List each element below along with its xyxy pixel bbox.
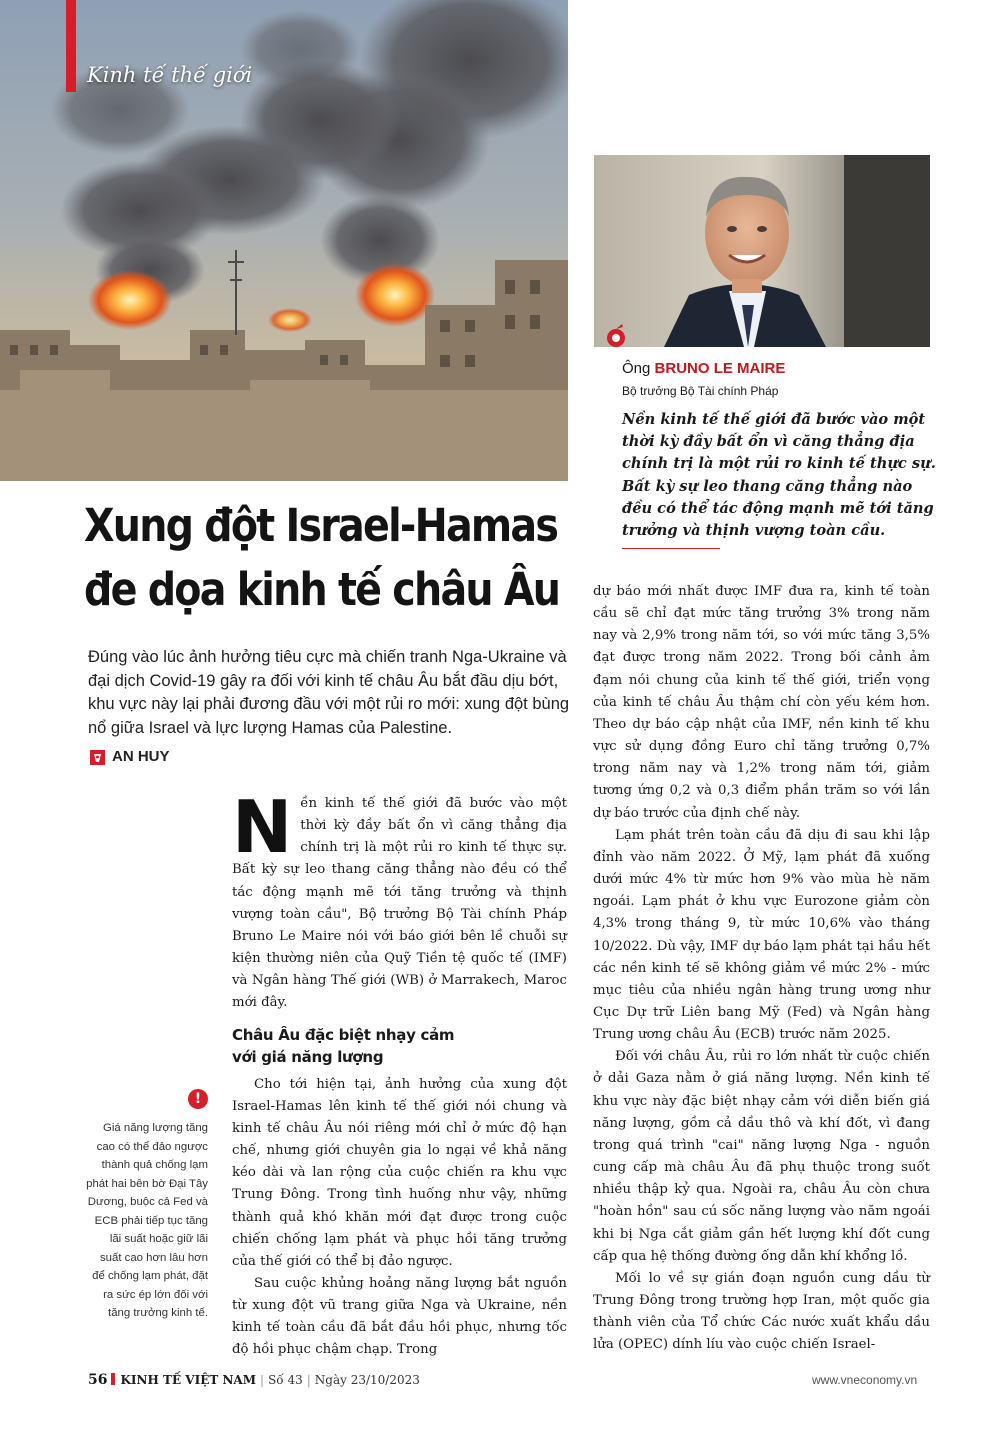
pull-quote: Nền kinh tế thế giới đã bước vào một thời kỳ đầy bất ổn vì căng thẳng địa chính trị là một rủi ro kinh tế thực sự. Bất kỳ sự leo thang căng thẳng nào đều có thể tác động mạnh mẽ tới tăng trưởng và thịnh vượng toàn cầu. (622, 411, 936, 540)
section-marker (66, 0, 76, 92)
website-url: www.vneconomy.vn (812, 1373, 918, 1387)
page-number: 56 (88, 1372, 108, 1388)
body-paragraph-5: Lạm phát trên toàn cầu đã dịu đi sau khi lập đỉnh vào năm 2022. Ở Mỹ, lạm phát đã xuống dưới mức 4% từ mức hơn 9% vào mùa hè năm ngoái. Lạm phát ở khu vực Eurozone giảm còn 4,3% trong tháng 9, từ mức 10,6% vào tháng 10/2022. Dù vậy, IMF dự báo lạm phát tại hầu hết các nền kinh tế sẽ không giảm về mức 2% - mức mục tiêu của nhiều ngân hàng trung ương như Cục Dự trữ Liên bang Mỹ (Fed) và Ngân hàng Trung ương châu Âu (ECB) trước năm 2025. (593, 827, 930, 1043)
author-icon (90, 750, 105, 765)
author-name: AN HUY (112, 748, 170, 765)
body-paragraph-3: Sau cuộc khủng hoảng năng lượng bắt nguồn từ xung đột vũ trang giữa Nga và Ukraine, nền kinh tế toàn cầu đã bắt đầu hồi phục, nhưng tốc độ hồi phục chậm chạp. Trong (232, 1275, 567, 1358)
exclamation-icon: ! (188, 1089, 208, 1109)
quote-speaker-role: Bộ trưởng Bộ Tài chính Pháp (622, 384, 779, 398)
headline-line-1: Xung đột Israel-Hamas (84, 499, 558, 552)
quote-speaker (622, 360, 785, 377)
subheading-line-1: Châu Âu đặc biệt nhạy cảm (232, 1025, 455, 1044)
magazine-logo-icon (604, 324, 628, 348)
headline-line-2: đe dọa kinh tế châu Âu (84, 563, 560, 616)
body-paragraph-7: Mối lo về sự gián đoạn nguồn cung dầu từ Trung Đông trong trường hợp Iran, một quốc gia thành viên của Tổ chức Các nước xuất khẩu dầu lửa (OPEC) dính líu vào cuộc chiến Israel- (593, 1270, 930, 1353)
body-paragraph-2: Cho tới hiện tại, ảnh hưởng của xung đột Israel-Hamas lên kinh tế thế giới nói chung và kinh tế châu Âu nói riêng mới chỉ ở mức độ hạn chế, nhưng giới chuyên gia lo ngại về khả năng kéo dài và lan rộng của cuộc chiến ra khu vực Trung Đông. Trong tình huống như vậy, những thành quả khó khăn mới đạt được trong cuộc chiến chống lạm phát và phục hồi tăng trưởng của thế giới có thể bị đảo ngược. (232, 1076, 567, 1269)
drop-cap: N (232, 785, 293, 869)
body-column-middle (232, 785, 567, 1362)
subheading-line-2: với giá năng lượng (232, 1047, 384, 1066)
publication-name: KINH TẾ VIỆT NAM (120, 1373, 257, 1387)
quote-speaker-name: BRUNO LE MAIRE (654, 360, 786, 377)
body-paragraph-4: dự báo mới nhất được IMF đưa ra, kinh tế toàn cầu sẽ chỉ đạt mức tăng trưởng 3% trong năm nay và 2,9% trong năm tới, so với mức tăng 3,5% đạt được trong năm 2022. Trong bối cảnh ảm đạm nói chung của kinh tế thế giới, triển vọng của kinh tế châu Âu thậm chí còn yếu kém hơn. Theo dự báo cập nhật của IMF, nền kinh tế khu vực sử dụng đồng Euro chỉ tăng trưởng 0,7% trong năm nay và 1,2% trong năm tới, giảm tương ứng 0,2 và 0,3 điểm phần trăm so với lần dự báo trước của định chế này. (593, 584, 930, 821)
quote-divider (622, 548, 720, 549)
issue-number: Số 43 (268, 1373, 303, 1387)
body-paragraph-6: Đối với châu Âu, rủi ro lớn nhất từ cuộc chiến ở dải Gaza nằm ở giá năng lượng. Nền kinh tế khu vực này đặc biệt nhạy cảm với diễn biến giá năng lượng, gồm cả dầu thô và khí đốt, vì đang trong quá trình "cai" năng lượng Nga - nguồn cung cấp mà châu Âu đã phụ thuộc trong suốt nhiều thập kỷ qua. Ngoài ra, châu Âu còn chưa "hoàn hồn" sau cú sốc năng lượng vào năm ngoái khi bị Nga cắt giảm gần hết lượng khí đốt cung cấp qua hệ thống đường ống dẫn khí khổng lồ. (593, 1049, 930, 1264)
issue-date: Ngày 23/10/2023 (314, 1373, 420, 1387)
side-note: Giá năng lượng tăng cao có thể đảo ngược thành quả chống lạm phát hai bên bờ Đại Tây Dương, buộc cả Fed và ECB phải tiếp tục tăng lãi suất hoặc giữ lãi suất cao hơn lâu hơn để chống lạm phát, đặt ra sức ép lớn đối với tăng trưởng kinh tế. (86, 1122, 208, 1319)
page-footer: 56 KINH TẾ VIỆT NAM | Số 43 | Ngày 23/10/2023 (88, 1372, 420, 1388)
headline (84, 494, 584, 622)
subheading (232, 1024, 567, 1068)
section-label: Kinh tế thế giới (87, 63, 253, 87)
portrait-photo (594, 155, 930, 347)
lead-paragraph: Đúng vào lúc ảnh hưởng tiêu cực mà chiến tranh Nga-Ukraine và đại dịch Covid-19 gây ra đối với kinh tế châu Âu bắt đầu dịu bớt, khu vực này lại phải đương đầu với một rủi ro mới: xung đột bùng nổ giữa Israel và lực lượng Hamas của Palestine. (88, 648, 570, 737)
footer-marker (111, 1373, 115, 1385)
quote-speaker-prefix: Ông (622, 360, 655, 377)
body-paragraph-1-text: ền kinh tế thế giới đã bước vào một thời kỳ đầy bất ổn vì căng thẳng địa chính trị là một rủi ro kinh tế thực sự. Bất kỳ sự leo thang căng thẳng nào đều có thể tác động mạnh mẽ tới tăng trưởng và thịnh vượng toàn cầu", Bộ trưởng Bộ Tài chính Pháp Bruno Le Maire nói với báo giới bên lề chuỗi sự kiện thường niên của Quỹ Tiền tệ quốc tế (IMF) và Ngân hàng Thế giới (WB) ở Marrakech, Maroc mới đây. (232, 796, 567, 1011)
body-column-right (593, 581, 930, 1356)
hero-photo (0, 0, 568, 481)
body-paragraph-1 (232, 785, 567, 1015)
